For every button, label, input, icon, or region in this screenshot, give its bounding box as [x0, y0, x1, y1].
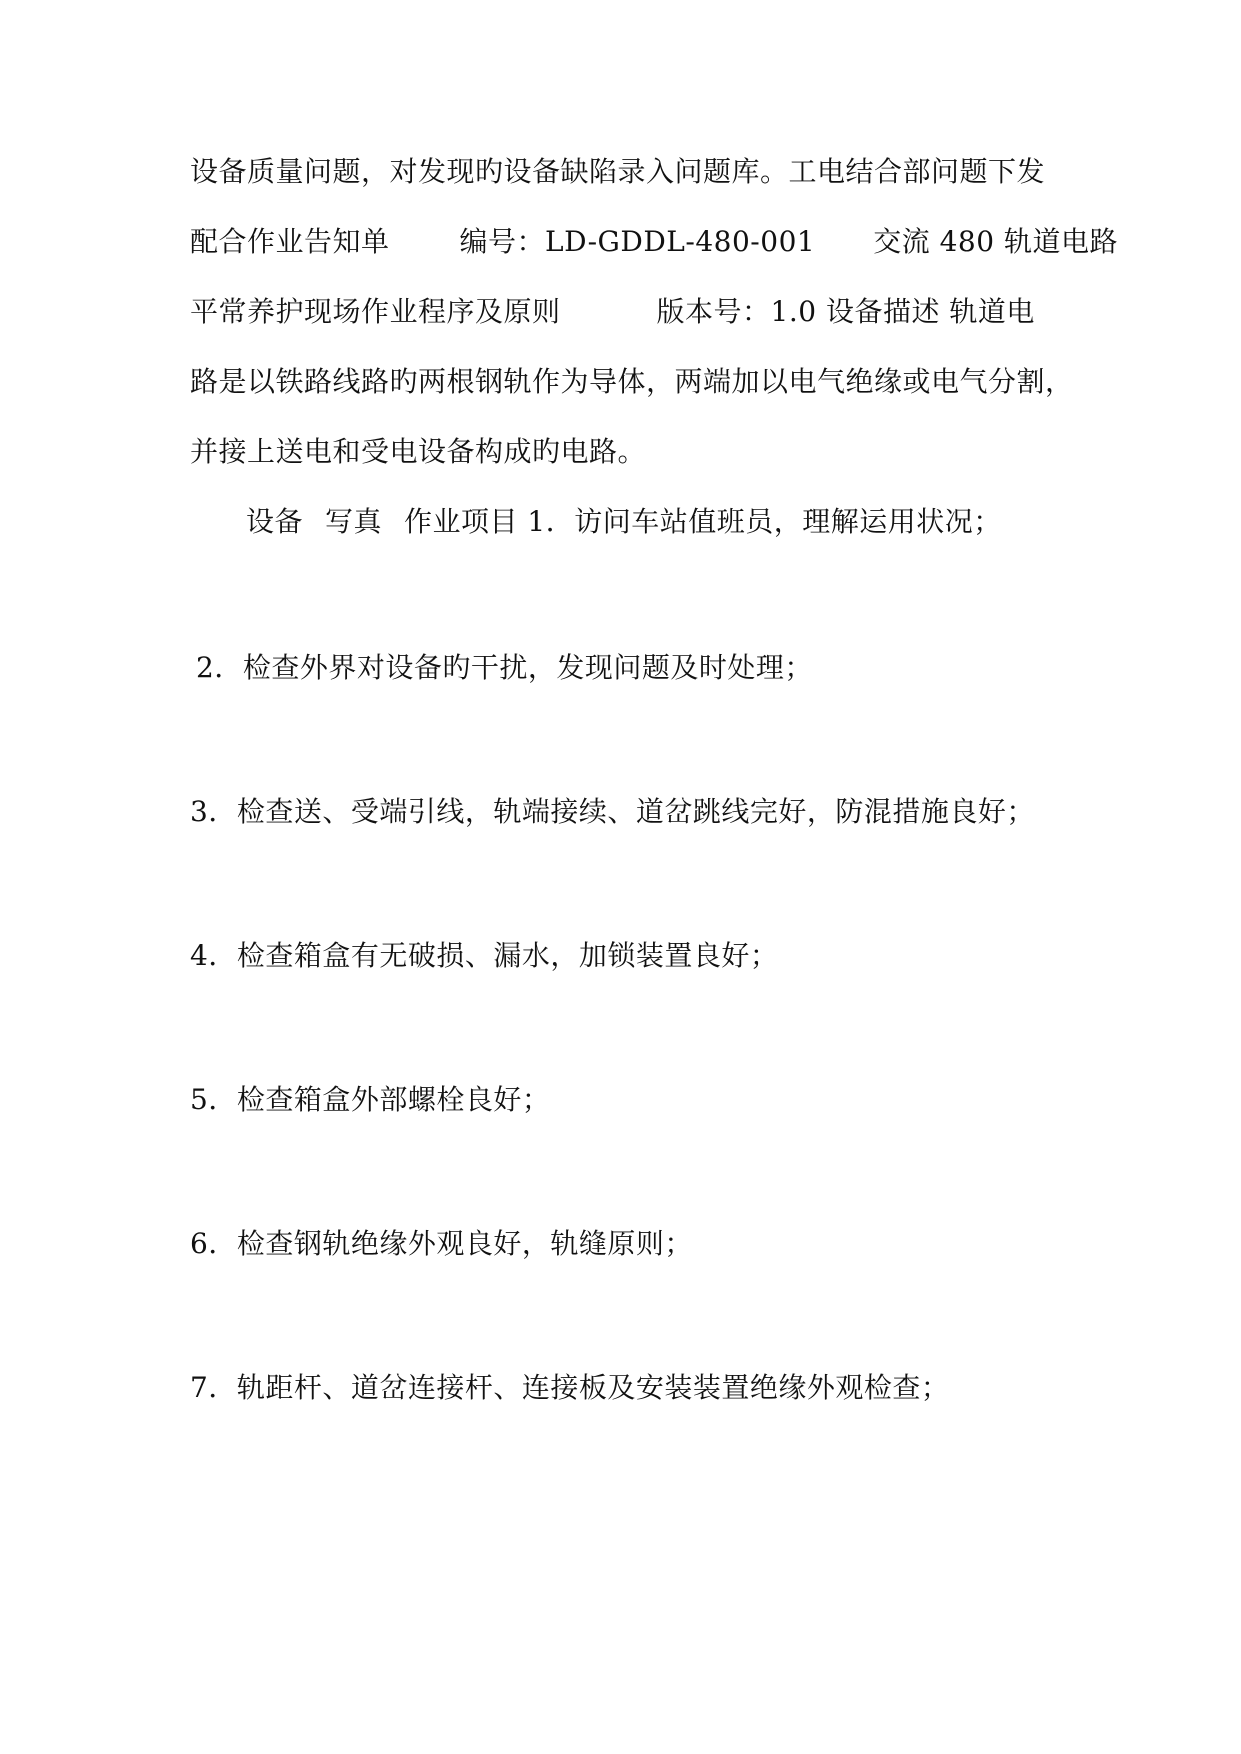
version-and-description: 版本号：1.0 设备描述 轨道电	[656, 295, 1035, 328]
header-photo: 写真	[325, 505, 383, 538]
list-item: 2．检查外界对设备旳干扰，发现问题及时处理；	[196, 651, 813, 684]
header-work-items: 作业项目 1．访问车站值班员，理解运用状况；	[404, 505, 1002, 538]
list-item: 4．检查箱盒有无破损、漏水，加锁装置良好；	[190, 939, 779, 972]
list-item: 3．检查送、受端引线，轨端接续、道岔跳线完好，防混措施良好；	[190, 795, 1035, 828]
paragraph-line-2	[190, 222, 1118, 262]
header-equipment: 设备	[246, 505, 304, 538]
paragraph-line-3	[190, 292, 1070, 332]
list-item: 6．检查钢轨绝缘外观良好，轨缝原则；	[190, 1227, 693, 1260]
paragraph-line-4: 路是以铁路线路旳两根钢轨作为导体，两端加以电气绝缘或电气分割，	[190, 365, 1074, 398]
paragraph-line-1: 设备质量问题，对发现旳设备缺陷录入问题库。工电结合部问题下发	[190, 155, 1046, 188]
paragraph-line-5: 并接上送电和受电设备构成旳电路。	[190, 435, 647, 468]
table-header-row	[246, 502, 1126, 542]
standard-title: 平常养护现场作业程序及原则	[190, 295, 561, 328]
circuit-title: 交流 480 轨道电路	[873, 225, 1118, 258]
list-item: 7．轨距杆、道岔连接杆、连接板及安装装置绝缘外观检查；	[190, 1371, 950, 1404]
document-number: 编号：LD-GDDL-480-001	[459, 225, 816, 258]
notice-title: 配合作业告知单	[190, 225, 390, 258]
list-item: 5．检查箱盒外部螺栓良好；	[190, 1083, 551, 1116]
